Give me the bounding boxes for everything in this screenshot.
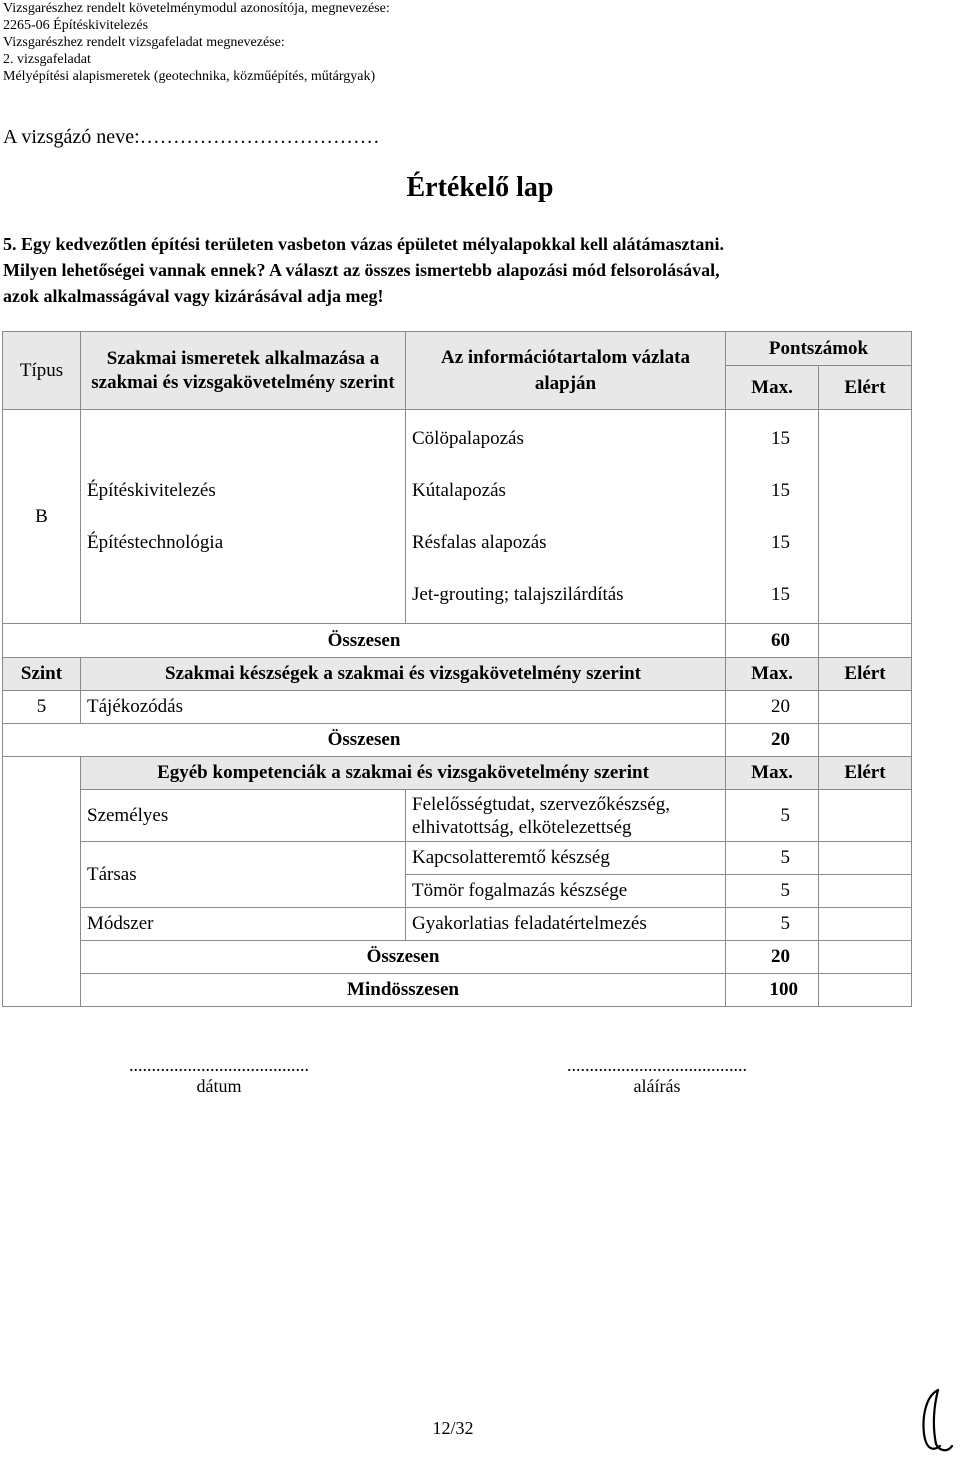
handwritten-mark bbox=[918, 1386, 956, 1456]
szemelyes-label: Személyes bbox=[81, 790, 406, 842]
section2-elert-header: Elért bbox=[819, 658, 912, 691]
modszer-label: Módszer bbox=[81, 908, 406, 941]
item-3-max: 15 bbox=[771, 531, 790, 553]
items-elert-cell bbox=[819, 410, 912, 624]
task-description bbox=[3, 231, 943, 309]
page-title: Értékelő lap bbox=[406, 172, 554, 203]
signature-block bbox=[524, 1055, 790, 1097]
section2-total-max: 20 bbox=[726, 724, 819, 757]
signature-label: aláírás bbox=[633, 1076, 681, 1096]
item-1-label: Cölöpalapozás bbox=[412, 427, 524, 449]
section2-max-header: Max. bbox=[726, 658, 819, 691]
szemelyes-elert bbox=[819, 790, 912, 842]
page-number: 12/32 bbox=[432, 1418, 474, 1438]
tarsas-item-2: Tömör fogalmazás készsége bbox=[406, 875, 726, 908]
task-line-3: azok alkalmasságával vagy kizárásával adja meg! bbox=[3, 286, 384, 306]
tarsas-item-1: Kapcsolatteremtő készség bbox=[406, 842, 726, 875]
header-max: Max. bbox=[726, 366, 819, 410]
header-info: Az információtartalom vázlata alapján bbox=[406, 332, 726, 410]
document-header bbox=[3, 0, 390, 85]
section3-total-max: 20 bbox=[726, 941, 819, 974]
item-4-label: Jet-grouting; talajszilárdítás bbox=[412, 583, 624, 605]
section2-heading: Szakmai készségek a szakmai és vizsgakövetelmény szerint bbox=[81, 658, 726, 691]
szemelyes-item: Felelősségtudat, szervezőkészség, elhivatottság, elkötelezettség bbox=[406, 790, 726, 842]
section3-max-header: Max. bbox=[726, 757, 819, 790]
szint-header: Szint bbox=[3, 658, 81, 691]
section2-total-elert bbox=[819, 724, 912, 757]
header-szakmai: Szakmai ismeretek alkalmazása a szakmai és vizsgakövetelmény szerint bbox=[81, 332, 406, 410]
areas-cell bbox=[81, 410, 406, 624]
item-3-label: Résfalas alapozás bbox=[412, 531, 547, 553]
examinee-name-field: A vizsgázó neve:……………………………… bbox=[3, 126, 380, 148]
header-line-5: Mélyépítési alapismeretek (geotechnika, közműépítés, műtárgyak) bbox=[3, 69, 376, 84]
task-line-2: Milyen lehetőségei vannak ennek? A választ az összes ismertebb alapozási mód felsorolásával, bbox=[3, 260, 720, 280]
skill-max: 20 bbox=[726, 691, 819, 724]
header-line-4: 2. vizsgafeladat bbox=[3, 52, 91, 67]
section3-total-elert bbox=[819, 941, 912, 974]
items-max-cell bbox=[726, 410, 819, 624]
grand-total-elert bbox=[819, 974, 912, 1007]
section3-heading: Egyéb kompetenciák a szakmai és vizsgakövetelmény szerint bbox=[81, 757, 726, 790]
skill-label: Tájékozódás bbox=[81, 691, 726, 724]
date-signature-block bbox=[86, 1055, 352, 1097]
skill-elert bbox=[819, 691, 912, 724]
section1-total-max: 60 bbox=[726, 624, 819, 658]
skill-level: 5 bbox=[3, 691, 81, 724]
type-cell: B bbox=[3, 410, 81, 624]
item-4-max: 15 bbox=[771, 583, 790, 605]
item-2-label: Kútalapozás bbox=[412, 479, 506, 501]
section1-total-elert bbox=[819, 624, 912, 658]
tarsas-max-2: 5 bbox=[726, 875, 819, 908]
items-cell bbox=[406, 410, 726, 624]
modszer-item: Gyakorlatias feladatértelmezés bbox=[406, 908, 726, 941]
section3-elert-header: Elért bbox=[819, 757, 912, 790]
evaluation-table bbox=[2, 331, 912, 1007]
tarsas-elert-1 bbox=[819, 842, 912, 875]
modszer-elert bbox=[819, 908, 912, 941]
grand-total-label: Mindösszesen bbox=[81, 974, 726, 1007]
signature-dots: ........................................ bbox=[567, 1055, 747, 1075]
section3-left-blank bbox=[3, 757, 81, 1007]
header-line-2: 2265-06 Építéskivitelezés bbox=[3, 18, 149, 33]
item-1-max: 15 bbox=[771, 427, 790, 449]
tarsas-max-1: 5 bbox=[726, 842, 819, 875]
grand-total-max: 100 bbox=[726, 974, 819, 1007]
tarsas-elert-2 bbox=[819, 875, 912, 908]
tarsas-label: Társas bbox=[81, 842, 406, 908]
section2-total-label: Összesen bbox=[3, 724, 726, 757]
date-dots: ........................................ bbox=[129, 1055, 309, 1075]
header-tipus: Típus bbox=[3, 332, 81, 410]
header-line-3: Vizsgarészhez rendelt vizsgafeladat megnevezése: bbox=[3, 35, 285, 50]
section1-total-label: Összesen bbox=[3, 624, 726, 658]
header-line-1: Vizsgarészhez rendelt követelménymodul azonosítója, megnevezése: bbox=[3, 1, 390, 16]
area-2: Építéstechnológia bbox=[87, 531, 224, 553]
header-elert: Elért bbox=[819, 366, 912, 410]
szemelyes-max: 5 bbox=[726, 790, 819, 842]
item-2-max: 15 bbox=[771, 479, 790, 501]
modszer-max: 5 bbox=[726, 908, 819, 941]
section3-total-label: Összesen bbox=[81, 941, 726, 974]
area-1: Építéskivitelezés bbox=[87, 479, 216, 501]
date-label: dátum bbox=[196, 1076, 242, 1096]
task-line-1: 5. Egy kedvezőtlen építési területen vasbeton vázas épületet mélyalapokkal kell alátámasztani. bbox=[3, 234, 724, 254]
header-pontszamok: Pontszámok bbox=[726, 332, 912, 366]
